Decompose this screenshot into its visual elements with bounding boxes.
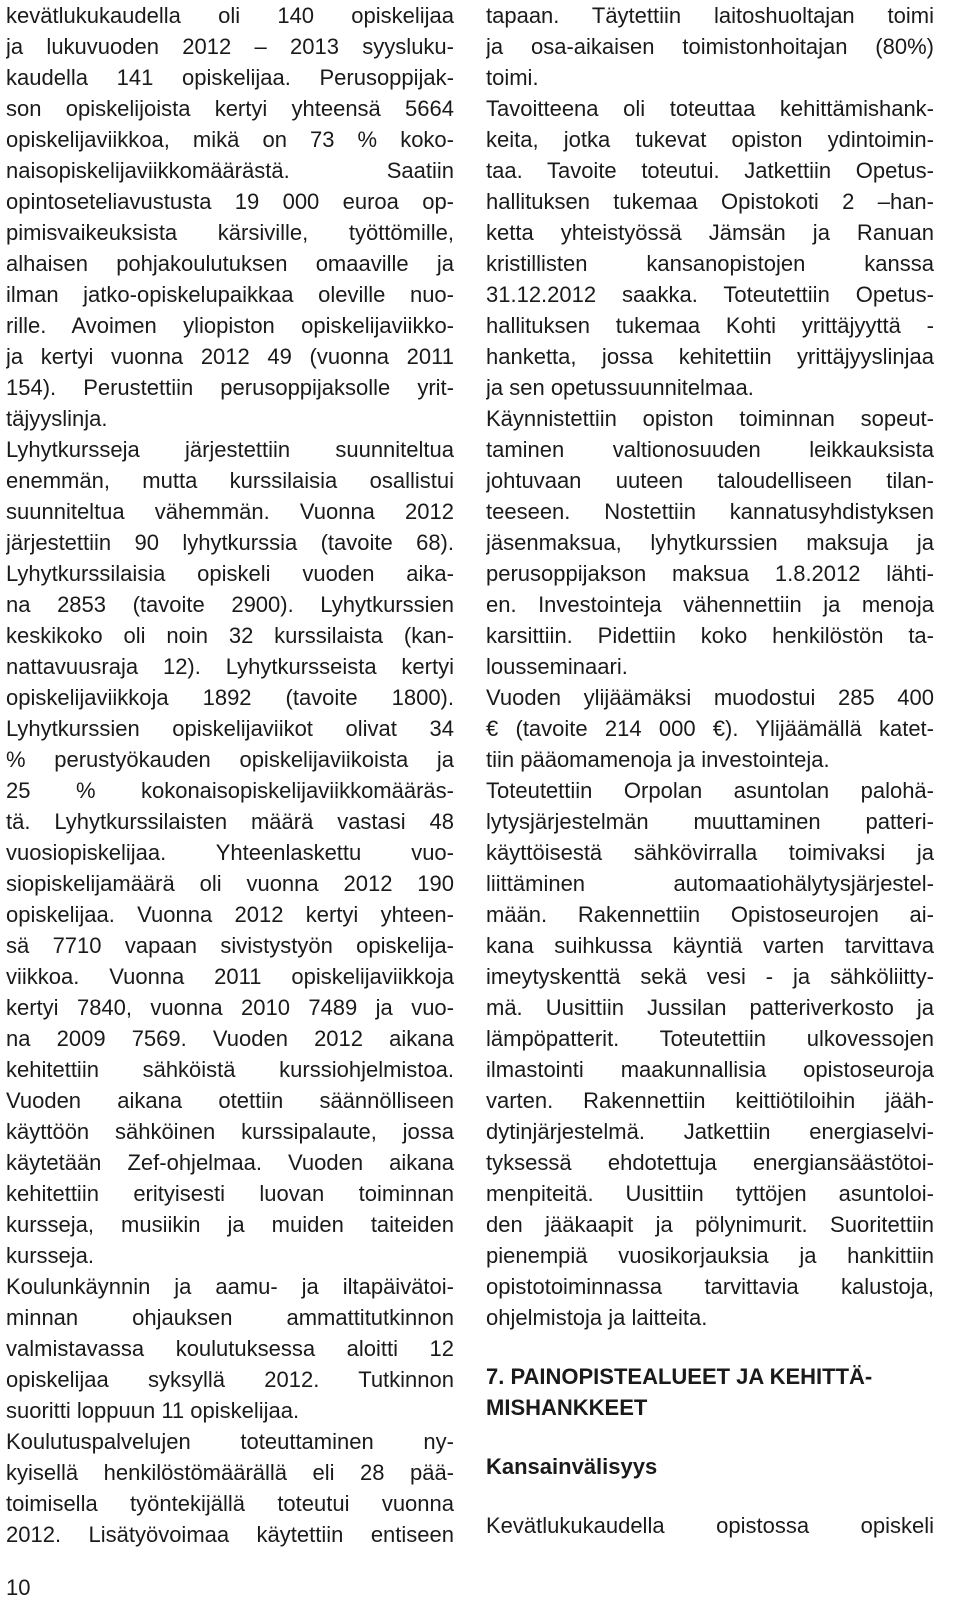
text-line: sä 7710 vapaan sivistystyön opiskelija- bbox=[6, 933, 454, 958]
text-line: valmistavassa koulutuksessa aloitti 12 bbox=[6, 1336, 454, 1361]
text-line: kristillisten kansanopistojen kanssa bbox=[486, 251, 934, 276]
text-line: na 2009 7569. Vuoden 2012 aikana bbox=[6, 1026, 454, 1051]
text-line: perusoppijakson maksua 1.8.2012 lähti- bbox=[486, 561, 934, 586]
text-line: johtuvaan uuteen taloudelliseen tilan- bbox=[486, 468, 934, 493]
text-line: toimisella työntekijällä toteutui vuonna bbox=[6, 1491, 454, 1516]
text-line: käyttöisestä sähkövirralla toimivaksi ja bbox=[486, 840, 934, 865]
text-line: Lyhytkursseja järjestettiin suunniteltua bbox=[6, 437, 454, 462]
text-line: kertyi 7840, vuonna 2010 7489 ja vuo- bbox=[6, 995, 454, 1020]
text-line: toimi. bbox=[486, 65, 539, 90]
text-line: liittäminen automaatiohälytysjärjestel- bbox=[486, 871, 934, 896]
text-line: opiskelijaa syksyllä 2012. Tutkinnon bbox=[6, 1367, 454, 1392]
text-line: pienempiä vuosikorjauksia ja hankittiin bbox=[486, 1243, 934, 1268]
left-column bbox=[6, 0, 454, 1550]
text-line: ilman jatko-opiskelupaikkaa oleville nuo- bbox=[6, 282, 454, 307]
text-line: ilmastointi maakunnallisia opistoseuroja bbox=[486, 1057, 934, 1082]
paragraph bbox=[486, 0, 934, 93]
text-line: hanketta, jossa kehitettiin yrittäjyyslinjaa bbox=[486, 344, 934, 369]
text-line: taa. Tavoite toteutui. Jatkettiin Opetus- bbox=[486, 158, 934, 183]
text-line: siopiskelijamäärä oli vuonna 2012 190 bbox=[6, 871, 454, 896]
text-line: teeseen. Nostettiin kannatusyhdistyksen bbox=[486, 499, 934, 524]
text-line: järjestettiin 90 lyhytkurssia (tavoite 68). bbox=[6, 530, 454, 555]
text-line: karsittiin. Pidettiin koko henkilöstön ta- bbox=[486, 623, 934, 648]
text-line: Koulutuspalvelujen toteuttaminen ny- bbox=[6, 1429, 454, 1454]
spacer bbox=[486, 1333, 934, 1361]
text-line: kana suihkussa käyntiä varten tarvittava bbox=[486, 933, 934, 958]
section-heading-continued: MISHANKKEET bbox=[486, 1395, 648, 1420]
text-line: mään. Rakennettiin Opistoseurojen ai- bbox=[486, 902, 934, 927]
text-line: 2012. Lisätyövoimaa käytettiin entiseen bbox=[6, 1522, 454, 1547]
text-line: ohjelmistoja ja laitteita. bbox=[486, 1305, 708, 1330]
text-line: 31.12.2012 saakka. Toteutettiin Opetus- bbox=[486, 282, 934, 307]
text-line: Vuoden aikana otettiin säännölliseen bbox=[6, 1088, 454, 1113]
page-number: 10 bbox=[6, 1575, 31, 1600]
text-line: mä. Uusittiin Jussilan patteriverkosto ja bbox=[486, 995, 934, 1020]
text-line: suoritti loppuun 11 opiskelijaa. bbox=[6, 1398, 300, 1423]
paragraph bbox=[486, 93, 934, 403]
text-line: dytinjärjestelmä. Jatkettiin energiaselvi- bbox=[486, 1119, 934, 1144]
text-line: Toteutettiin Orpolan asuntolan palohä- bbox=[486, 778, 934, 803]
text-line: menpiteitä. Uusittiin tyttöjen asuntoloi- bbox=[486, 1181, 934, 1206]
text-line: käyttöön sähköinen kurssipalaute, jossa bbox=[6, 1119, 454, 1144]
text-line: den jääkaapit ja pölynimurit. Suoritettiin bbox=[486, 1212, 934, 1237]
text-line: kyisellä henkilöstömäärällä eli 28 pää- bbox=[6, 1460, 454, 1485]
text-line: % perustyökauden opiskelijaviikoista ja bbox=[6, 747, 454, 772]
spacer bbox=[486, 1423, 934, 1451]
text-line: alhaisen pohjakoulutuksen omaaville ja bbox=[6, 251, 454, 276]
text-line: opiskelijaa. Vuonna 2012 kertyi yhteen- bbox=[6, 902, 454, 927]
text-line: hallituksen tukemaa Kohti yrittäjyyttä - bbox=[486, 313, 934, 338]
text-line: en. Investointeja vähennettiin ja menoja bbox=[486, 592, 934, 617]
text-line: käytetään Zef-ohjelmaa. Vuoden aikana bbox=[6, 1150, 454, 1175]
text-line: varten. Rakennettiin keittiötiloihin jääh- bbox=[486, 1088, 934, 1113]
text-line: vuosiopiskelijaa. Yhteenlaskettu vuo- bbox=[6, 840, 454, 865]
text-line: ja lukuvuoden 2012 – 2013 syysluku- bbox=[6, 34, 454, 59]
right-column bbox=[486, 0, 934, 1541]
text-line: kursseja, musiikin ja muiden taiteiden bbox=[6, 1212, 454, 1237]
text-line: lousseminaari. bbox=[486, 654, 628, 679]
text-line: minnan ohjauksen ammattitutkinnon bbox=[6, 1305, 454, 1330]
subsection-heading: Kansainvälisyys bbox=[486, 1454, 658, 1479]
text-line: Lyhytkurssien opiskelijaviikot olivat 34 bbox=[6, 716, 454, 741]
text-line: jäsenmaksua, lyhytkurssien maksuja ja bbox=[486, 530, 934, 555]
paragraph bbox=[6, 1426, 454, 1550]
text-line: imeytyskenttä sekä vesi - ja sähköliitty- bbox=[486, 964, 934, 989]
spacer bbox=[486, 1482, 934, 1510]
paragraph bbox=[486, 682, 934, 775]
text-line: hallituksen tukemaa Opistokoti 2 –han- bbox=[486, 189, 934, 214]
text-line: opistotoiminnassa tarvittavia kalustoja, bbox=[486, 1274, 934, 1299]
paragraph bbox=[486, 1510, 934, 1541]
text-line: kevätlukukaudella oli 140 opiskelijaa bbox=[6, 3, 454, 28]
text-line: kehitettiin erityisesti luovan toiminnan bbox=[6, 1181, 454, 1206]
paragraph bbox=[6, 1271, 454, 1426]
text-line: 154). Perustettiin perusoppijaksolle yrit- bbox=[6, 375, 454, 400]
text-line: täjyyslinja. bbox=[6, 406, 108, 431]
text-line: lämpöpatterit. Toteutettiin ulkovessojen bbox=[486, 1026, 934, 1051]
text-line: opintoseteliavustusta 19 000 euroa op- bbox=[6, 189, 454, 214]
text-line: na 2853 (tavoite 2900). Lyhytkurssien bbox=[6, 592, 454, 617]
text-line: viikkoa. Vuonna 2011 opiskelijaviikkoja bbox=[6, 964, 454, 989]
text-line: taminen valtionosuuden leikkauksista bbox=[486, 437, 934, 462]
text-line: ja osa-aikaisen toimistonhoitajan (80%) bbox=[486, 34, 934, 59]
text-line: nattavuusraja 12). Lyhytkursseista kertyi bbox=[6, 654, 454, 679]
text-line: tä. Lyhytkurssilaisten määrä vastasi 48 bbox=[6, 809, 454, 834]
text-line: kaudella 141 opiskelijaa. Perusoppijak- bbox=[6, 65, 454, 90]
section-heading: 7. PAINOPISTEALUEET JA KEHITTÄ- bbox=[486, 1364, 873, 1389]
text-line: kursseja. bbox=[6, 1243, 95, 1268]
text-line: suunniteltua vähemmän. Vuonna 2012 bbox=[6, 499, 454, 524]
text-line: opiskelijaviikkoa, mikä on 73 % koko- bbox=[6, 127, 454, 152]
text-line: 25 % kokonaisopiskelijaviikkomääräs- bbox=[6, 778, 454, 803]
paragraph bbox=[486, 775, 934, 1333]
paragraph bbox=[486, 403, 934, 682]
text-line: tyksessä ehdotettuja energiansäästötoi- bbox=[486, 1150, 934, 1175]
text-line: tiin pääomamenoja ja investointeja. bbox=[486, 747, 830, 772]
paragraph bbox=[6, 0, 454, 434]
text-line: keskikoko oli noin 32 kurssilaista (kan- bbox=[6, 623, 454, 648]
paragraph bbox=[6, 434, 454, 1271]
text-line: Lyhytkurssilaisia opiskeli vuoden aika- bbox=[6, 561, 454, 586]
text-line: opiskelijaviikkoja 1892 (tavoite 1800). bbox=[6, 685, 454, 710]
text-line: € (tavoite 214 000 €). Ylijäämällä katet- bbox=[486, 716, 934, 741]
text-line: Tavoitteena oli toteuttaa kehittämishank- bbox=[486, 96, 934, 121]
text-line: ja sen opetussuunnitelmaa. bbox=[486, 375, 754, 400]
text-line: Vuoden ylijäämäksi muodostui 285 400 bbox=[486, 685, 934, 710]
text-line: tapaan. Täytettiin laitoshuoltajan toimi bbox=[486, 3, 934, 28]
text-line: Koulunkäynnin ja aamu- ja iltapäivätoi- bbox=[6, 1274, 454, 1299]
text-line: naisopiskelijaviikkomäärästä. Saatiin bbox=[6, 158, 454, 183]
text-line: lytysjärjestelmän muuttaminen patteri- bbox=[486, 809, 934, 834]
text-line: ketta yhteistyössä Jämsän ja Ranuan bbox=[486, 220, 934, 245]
text-line: pimisvaikeuksista kärsiville, työttömille, bbox=[6, 220, 454, 245]
text-line: son opiskelijoista kertyi yhteensä 5664 bbox=[6, 96, 454, 121]
text-line: keita, jotka tukevat opiston ydintoimin- bbox=[486, 127, 934, 152]
text-line: Kevätlukukaudella opistossa opiskeli bbox=[486, 1513, 934, 1538]
text-line: kehitettiin sähköistä kurssiohjelmistoa. bbox=[6, 1057, 454, 1082]
text-line: rille. Avoimen yliopiston opiskelijaviikko- bbox=[6, 313, 454, 338]
text-line: Käynnistettiin opiston toiminnan sopeut- bbox=[486, 406, 934, 431]
text-line: ja kertyi vuonna 2012 49 (vuonna 2011 bbox=[6, 344, 454, 369]
text-line: enemmän, mutta kurssilaisia osallistui bbox=[6, 468, 454, 493]
